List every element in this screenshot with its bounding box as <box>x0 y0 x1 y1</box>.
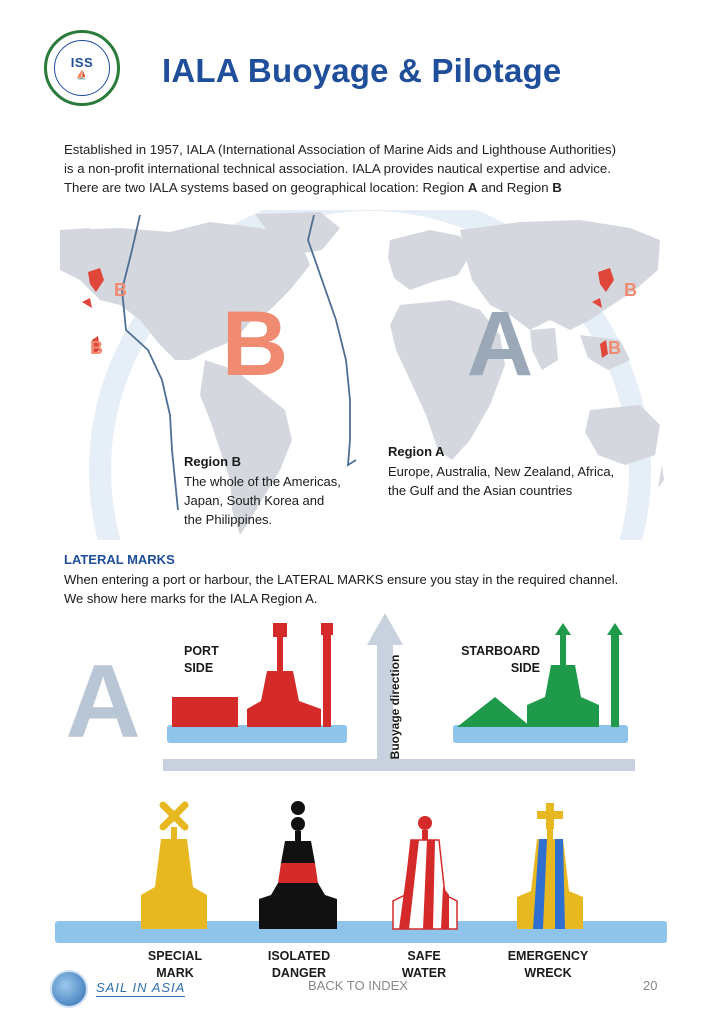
lateral-letter-a: A <box>65 644 141 760</box>
small-b-label-1: B <box>114 280 127 300</box>
safe-water-label: SAFE WATER <box>401 949 447 980</box>
region-a-description: Europe, Australia, New Zealand, Africa, the Gulf and the Asian countries <box>388 464 615 498</box>
map-letter-b: B <box>221 293 289 395</box>
small-b-label-3: B <box>624 280 637 300</box>
port-side-label: PORT SIDE <box>184 644 219 675</box>
region-b-title: Region B <box>184 454 242 469</box>
back-to-index-link[interactable]: BACK TO INDEX <box>308 978 408 993</box>
safe-water-buoy <box>393 816 457 929</box>
logo-text: ISS <box>70 55 94 70</box>
intro-paragraph <box>64 140 664 197</box>
sailboat-icon: ⛵ <box>76 70 88 80</box>
intro-line-2: is a non-profit international technical association. IALA provides nautical expertise and advice. <box>64 161 611 176</box>
small-b-label-4: B <box>608 338 621 358</box>
page-title: IALA Buoyage & Pilotage <box>162 52 562 89</box>
emergency-wreck-buoy <box>517 803 583 929</box>
starboard-cone-buoy <box>457 697 531 727</box>
port-pillar-buoy <box>247 623 321 727</box>
lateral-marks-description: When entering a port or harbour, the LATERAL MARKS ensure you stay in the required channel. We show here marks for the IALA Region A. <box>64 572 619 606</box>
port-spar-buoy <box>321 623 333 727</box>
lateral-marks-illustration <box>55 605 655 790</box>
footer-brand: SAIL IN ASIA <box>96 980 186 995</box>
page-number: 20 <box>643 978 658 993</box>
region-b-description: The whole of the Americas, Japan, South Korea and the Philippines. <box>184 474 341 527</box>
starboard-side-label: STARBOARD SIDE <box>461 644 540 675</box>
starboard-spar-buoy <box>607 623 623 727</box>
water-starboard <box>453 725 628 743</box>
divider-line-east <box>308 215 356 465</box>
small-b-label-2: B <box>90 338 103 358</box>
intro-line-3: There are two IALA systems based on geographical location: Region A and Region B <box>64 180 562 195</box>
iss-logo <box>44 30 120 106</box>
isolated-danger-buoy <box>259 801 337 929</box>
special-marks-illustration <box>55 795 667 955</box>
emergency-wreck-label: EMERGENCY WRECK <box>507 949 589 980</box>
buoyage-direction-label: Buoyage direction <box>388 654 402 760</box>
port-can-buoy <box>172 697 238 727</box>
region-a-title: Region A <box>388 444 445 459</box>
special-mark-label: SPECIAL MARK <box>147 949 203 980</box>
lateral-marks-title: LATERAL MARKS <box>64 552 175 567</box>
isolated-danger-label: ISOLATED DANGER <box>267 949 331 980</box>
water-port <box>167 725 347 743</box>
sail-in-asia-logo-icon <box>50 970 88 1008</box>
map-letter-a: A <box>466 293 534 395</box>
special-mark-buoy <box>141 805 207 929</box>
intro-line-1: Established in 1957, IALA (International Association of Marine Aids and Lighthouse Authorities) <box>64 142 617 157</box>
